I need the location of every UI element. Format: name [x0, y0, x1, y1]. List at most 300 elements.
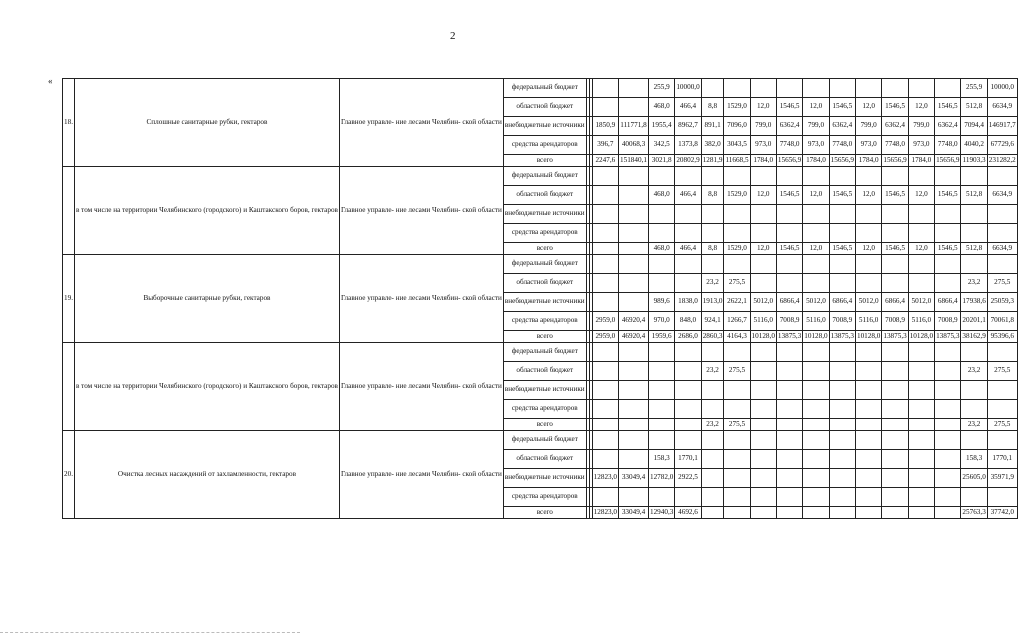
value-cell	[908, 362, 934, 381]
table-row	[63, 79, 1018, 98]
responsible-organization: Главное управле- ние лесами Челябин- ской области	[339, 255, 503, 343]
value-cell: 1266,7	[724, 312, 750, 331]
value-cell	[776, 469, 802, 488]
value-cell: 468,0	[648, 243, 674, 255]
value-cell	[855, 488, 881, 507]
value-cell: 275,5	[724, 274, 750, 293]
value-cell	[803, 419, 829, 431]
funding-source: всего	[503, 243, 586, 255]
value-cell	[675, 419, 701, 431]
scan-edge-marks	[0, 632, 300, 636]
funding-source: федеральный бюджет	[503, 431, 586, 450]
measure-name: Выборочные санитарные рубки, гектаров	[74, 255, 339, 343]
value-cell	[908, 79, 934, 98]
value-cell: 989,6	[648, 293, 674, 312]
value-cell	[935, 507, 961, 519]
value-cell	[908, 274, 934, 293]
value-cell	[908, 400, 934, 419]
value-cell: 46920,4	[619, 312, 649, 331]
value-cell: 13875,3	[776, 331, 802, 343]
value-cell	[776, 343, 802, 362]
value-cell	[619, 362, 649, 381]
value-cell: 799,0	[750, 117, 776, 136]
value-cell	[803, 469, 829, 488]
value-cell	[592, 431, 618, 450]
value-cell	[803, 224, 829, 243]
value-cell	[675, 400, 701, 419]
value-cell	[855, 167, 881, 186]
value-cell	[855, 205, 881, 224]
value-cell	[908, 343, 934, 362]
funding-source: федеральный бюджет	[503, 79, 586, 98]
value-cell: 5116,0	[750, 312, 776, 331]
value-cell	[803, 381, 829, 400]
value-cell	[935, 431, 961, 450]
value-cell: 12,0	[908, 243, 934, 255]
value-cell: 1546,5	[829, 243, 855, 255]
value-cell: 6866,4	[882, 293, 908, 312]
value-cell	[935, 79, 961, 98]
value-cell	[648, 488, 674, 507]
value-cell	[908, 255, 934, 274]
value-cell	[724, 488, 750, 507]
value-cell	[675, 343, 701, 362]
value-cell	[908, 167, 934, 186]
value-cell: 1546,5	[882, 243, 908, 255]
value-cell	[829, 400, 855, 419]
value-cell: 12782,0	[648, 469, 674, 488]
value-cell: 275,5	[724, 419, 750, 431]
value-cell: 2622,1	[724, 293, 750, 312]
value-cell: 37742,0	[987, 507, 1017, 519]
value-cell	[592, 224, 618, 243]
value-cell	[803, 79, 829, 98]
value-cell: 4164,3	[724, 331, 750, 343]
funding-source: внебюджетные источники	[503, 381, 586, 400]
value-cell	[592, 450, 618, 469]
funding-source: внебюджетные источники	[503, 469, 586, 488]
value-cell	[803, 488, 829, 507]
value-cell: 2686,0	[675, 331, 701, 343]
value-cell	[750, 381, 776, 400]
value-cell	[592, 343, 618, 362]
value-cell: 1546,5	[882, 186, 908, 205]
value-cell	[987, 431, 1017, 450]
value-cell: 23,2	[701, 419, 724, 431]
value-cell	[619, 431, 649, 450]
value-cell	[987, 224, 1017, 243]
value-cell: 1546,5	[829, 98, 855, 117]
value-cell	[935, 167, 961, 186]
value-cell: 973,0	[855, 136, 881, 155]
value-cell	[908, 450, 934, 469]
value-cell	[776, 450, 802, 469]
value-cell	[961, 431, 987, 450]
value-cell	[592, 381, 618, 400]
value-cell: 1959,6	[648, 331, 674, 343]
value-cell: 12,0	[855, 186, 881, 205]
value-cell	[675, 381, 701, 400]
value-cell: 468,0	[648, 186, 674, 205]
funding-source: всего	[503, 419, 586, 431]
value-cell: 1529,0	[724, 186, 750, 205]
value-cell	[776, 400, 802, 419]
value-cell: 12,0	[908, 186, 934, 205]
value-cell	[961, 488, 987, 507]
value-cell	[855, 431, 881, 450]
page-number: 2	[450, 30, 456, 42]
measure-name: Сплошные санитарные рубки, гектаров	[74, 79, 339, 167]
value-cell	[855, 274, 881, 293]
value-cell	[701, 167, 724, 186]
value-cell: 2959,0	[592, 331, 618, 343]
value-cell	[935, 419, 961, 431]
value-cell: 1529,0	[724, 243, 750, 255]
value-cell	[750, 224, 776, 243]
funding-source: внебюджетные источники	[503, 293, 586, 312]
value-cell: 7094,4	[961, 117, 987, 136]
value-cell: 5012,0	[803, 293, 829, 312]
value-cell: 2959,0	[592, 312, 618, 331]
value-cell	[648, 167, 674, 186]
value-cell	[935, 488, 961, 507]
value-cell	[987, 205, 1017, 224]
value-cell: 15656,9	[882, 155, 908, 167]
value-cell: 11903,3	[961, 155, 987, 167]
value-cell	[829, 507, 855, 519]
value-cell: 6634,9	[987, 243, 1017, 255]
value-cell: 973,0	[803, 136, 829, 155]
value-cell	[619, 274, 649, 293]
value-cell	[935, 400, 961, 419]
value-cell	[724, 255, 750, 274]
value-cell	[935, 381, 961, 400]
value-cell	[855, 224, 881, 243]
value-cell: 10128,0	[855, 331, 881, 343]
value-cell	[908, 419, 934, 431]
value-cell	[776, 419, 802, 431]
value-cell: 848,0	[675, 312, 701, 331]
value-cell: 5012,0	[855, 293, 881, 312]
funding-source: областной бюджет	[503, 274, 586, 293]
value-cell: 23,2	[961, 274, 987, 293]
value-cell	[776, 507, 802, 519]
value-cell	[724, 469, 750, 488]
responsible-organization: Главное управле- ние лесами Челябин- ской области	[339, 79, 503, 167]
value-cell: 158,3	[648, 450, 674, 469]
value-cell: 5116,0	[855, 312, 881, 331]
value-cell: 4040,2	[961, 136, 987, 155]
value-cell	[855, 450, 881, 469]
value-cell	[987, 167, 1017, 186]
value-cell	[776, 381, 802, 400]
value-cell	[701, 400, 724, 419]
value-cell	[675, 167, 701, 186]
value-cell	[935, 450, 961, 469]
value-cell: 25605,0	[961, 469, 987, 488]
value-cell	[855, 381, 881, 400]
funding-source: средства арендаторов	[503, 224, 586, 243]
value-cell: 111771,8	[619, 117, 649, 136]
value-cell: 512,8	[961, 243, 987, 255]
value-cell: 2247,6	[592, 155, 618, 167]
value-cell	[882, 419, 908, 431]
value-cell	[619, 419, 649, 431]
value-cell: 1770,1	[987, 450, 1017, 469]
value-cell	[701, 431, 724, 450]
value-cell	[855, 419, 881, 431]
value-cell: 15656,9	[829, 155, 855, 167]
value-cell: 973,0	[908, 136, 934, 155]
table-row	[63, 343, 1018, 362]
value-cell	[829, 205, 855, 224]
value-cell	[648, 431, 674, 450]
value-cell: 23,2	[701, 362, 724, 381]
value-cell	[803, 205, 829, 224]
value-cell	[908, 381, 934, 400]
value-cell	[648, 362, 674, 381]
value-cell: 13875,3	[935, 331, 961, 343]
value-cell: 15656,9	[776, 155, 802, 167]
value-cell	[961, 167, 987, 186]
value-cell	[592, 274, 618, 293]
value-cell: 512,8	[961, 186, 987, 205]
value-cell: 5116,0	[803, 312, 829, 331]
value-cell	[750, 362, 776, 381]
value-cell: 799,0	[908, 117, 934, 136]
value-cell	[829, 255, 855, 274]
value-cell: 1546,5	[776, 243, 802, 255]
value-cell	[619, 243, 649, 255]
value-cell: 1281,9	[701, 155, 724, 167]
value-cell	[648, 419, 674, 431]
row-number: 19.	[63, 255, 75, 343]
value-cell: 12,0	[908, 98, 934, 117]
value-cell	[935, 362, 961, 381]
value-cell: 466,4	[675, 98, 701, 117]
value-cell	[908, 224, 934, 243]
value-cell	[619, 488, 649, 507]
value-cell: 20201,1	[961, 312, 987, 331]
value-cell: 38162,9	[961, 331, 987, 343]
value-cell: 10128,0	[803, 331, 829, 343]
value-cell	[829, 488, 855, 507]
value-cell: 35971,9	[987, 469, 1017, 488]
table-body	[63, 79, 1018, 519]
value-cell	[648, 381, 674, 400]
value-cell: 6866,4	[829, 293, 855, 312]
value-cell	[619, 79, 649, 98]
value-cell	[829, 381, 855, 400]
forestry-measures-table	[62, 78, 1018, 519]
row-number	[63, 343, 75, 431]
value-cell	[961, 205, 987, 224]
value-cell	[592, 243, 618, 255]
value-cell	[882, 507, 908, 519]
value-cell	[776, 205, 802, 224]
value-cell	[829, 469, 855, 488]
value-cell: 255,9	[961, 79, 987, 98]
value-cell: 40068,3	[619, 136, 649, 155]
value-cell: 12,0	[750, 243, 776, 255]
row-number: 18.	[63, 79, 75, 167]
value-cell	[750, 343, 776, 362]
value-cell: 7748,0	[829, 136, 855, 155]
value-cell	[829, 419, 855, 431]
value-cell: 12,0	[750, 98, 776, 117]
value-cell: 6362,4	[829, 117, 855, 136]
value-cell	[935, 205, 961, 224]
value-cell	[648, 343, 674, 362]
value-cell: 275,5	[724, 362, 750, 381]
value-cell	[750, 469, 776, 488]
value-cell: 255,9	[648, 79, 674, 98]
value-cell	[619, 400, 649, 419]
value-cell	[619, 381, 649, 400]
value-cell	[829, 362, 855, 381]
value-cell	[750, 419, 776, 431]
value-cell	[882, 450, 908, 469]
value-cell: 1784,0	[855, 155, 881, 167]
value-cell: 6866,4	[935, 293, 961, 312]
value-cell: 7008,9	[882, 312, 908, 331]
value-cell	[776, 167, 802, 186]
value-cell: 25059,3	[987, 293, 1017, 312]
value-cell	[803, 274, 829, 293]
value-cell	[803, 431, 829, 450]
value-cell	[750, 255, 776, 274]
value-cell	[803, 167, 829, 186]
value-cell	[592, 419, 618, 431]
funding-source: областной бюджет	[503, 98, 586, 117]
value-cell	[987, 488, 1017, 507]
value-cell: 1373,8	[675, 136, 701, 155]
funding-source: внебюджетные источники	[503, 205, 586, 224]
value-cell: 1546,5	[935, 243, 961, 255]
value-cell	[592, 186, 618, 205]
value-cell: 11668,5	[724, 155, 750, 167]
value-cell: 17938,6	[961, 293, 987, 312]
value-cell: 231282,2	[987, 155, 1017, 167]
table-row	[63, 431, 1018, 450]
value-cell: 67729,6	[987, 136, 1017, 155]
value-cell	[803, 400, 829, 419]
funding-source: федеральный бюджет	[503, 255, 586, 274]
value-cell: 1546,5	[882, 98, 908, 117]
value-cell	[592, 79, 618, 98]
value-cell	[675, 431, 701, 450]
value-cell: 2922,5	[675, 469, 701, 488]
value-cell: 46920,4	[619, 331, 649, 343]
value-cell	[648, 274, 674, 293]
responsible-organization: Главное управле- ние лесами Челябин- ской области	[339, 167, 503, 255]
value-cell: 70061,8	[987, 312, 1017, 331]
value-cell: 12,0	[750, 186, 776, 205]
value-cell	[829, 224, 855, 243]
value-cell	[803, 343, 829, 362]
row-number: 20.	[63, 431, 75, 519]
value-cell: 1770,1	[675, 450, 701, 469]
value-cell	[675, 224, 701, 243]
value-cell: 7008,9	[776, 312, 802, 331]
value-cell	[750, 400, 776, 419]
value-cell: 8,8	[701, 98, 724, 117]
value-cell	[648, 205, 674, 224]
value-cell	[724, 450, 750, 469]
value-cell	[935, 255, 961, 274]
value-cell: 1913,0	[701, 293, 724, 312]
funding-source: федеральный бюджет	[503, 167, 586, 186]
value-cell	[675, 255, 701, 274]
value-cell	[961, 381, 987, 400]
value-cell: 7008,9	[935, 312, 961, 331]
funding-source: областной бюджет	[503, 450, 586, 469]
value-cell	[803, 450, 829, 469]
value-cell: 23,2	[961, 362, 987, 381]
value-cell	[855, 469, 881, 488]
value-cell: 1784,0	[803, 155, 829, 167]
value-cell	[750, 167, 776, 186]
value-cell	[750, 450, 776, 469]
value-cell	[701, 450, 724, 469]
value-cell	[619, 224, 649, 243]
funding-source: внебюджетные источники	[503, 117, 586, 136]
funding-source: средства арендаторов	[503, 400, 586, 419]
value-cell	[648, 255, 674, 274]
value-cell	[750, 205, 776, 224]
value-cell: 970,0	[648, 312, 674, 331]
value-cell	[882, 362, 908, 381]
value-cell	[701, 469, 724, 488]
value-cell	[855, 400, 881, 419]
funding-source: областной бюджет	[503, 362, 586, 381]
value-cell: 396,7	[592, 136, 618, 155]
funding-source: областной бюджет	[503, 186, 586, 205]
value-cell: 1546,5	[829, 186, 855, 205]
value-cell	[882, 274, 908, 293]
value-cell	[987, 255, 1017, 274]
value-cell	[829, 431, 855, 450]
value-cell	[619, 167, 649, 186]
value-cell: 1546,5	[776, 98, 802, 117]
value-cell	[829, 343, 855, 362]
value-cell	[908, 488, 934, 507]
value-cell: 5012,0	[750, 293, 776, 312]
value-cell	[829, 450, 855, 469]
value-cell	[961, 224, 987, 243]
measure-name: в том числе на территории Челябинского (городского) и Каштакского боров, гектаров	[74, 167, 339, 255]
value-cell: 891,1	[701, 117, 724, 136]
value-cell: 10128,0	[750, 331, 776, 343]
value-cell	[724, 205, 750, 224]
value-cell: 799,0	[803, 117, 829, 136]
value-cell: 342,5	[648, 136, 674, 155]
value-cell	[829, 167, 855, 186]
value-cell	[701, 255, 724, 274]
value-cell	[592, 488, 618, 507]
value-cell: 466,4	[675, 186, 701, 205]
value-cell	[619, 255, 649, 274]
value-cell: 7748,0	[935, 136, 961, 155]
value-cell: 146917,7	[987, 117, 1017, 136]
value-cell	[724, 507, 750, 519]
value-cell: 95396,6	[987, 331, 1017, 343]
value-cell: 12,0	[855, 243, 881, 255]
value-cell: 10128,0	[908, 331, 934, 343]
value-cell	[724, 400, 750, 419]
value-cell: 1955,4	[648, 117, 674, 136]
value-cell	[776, 431, 802, 450]
